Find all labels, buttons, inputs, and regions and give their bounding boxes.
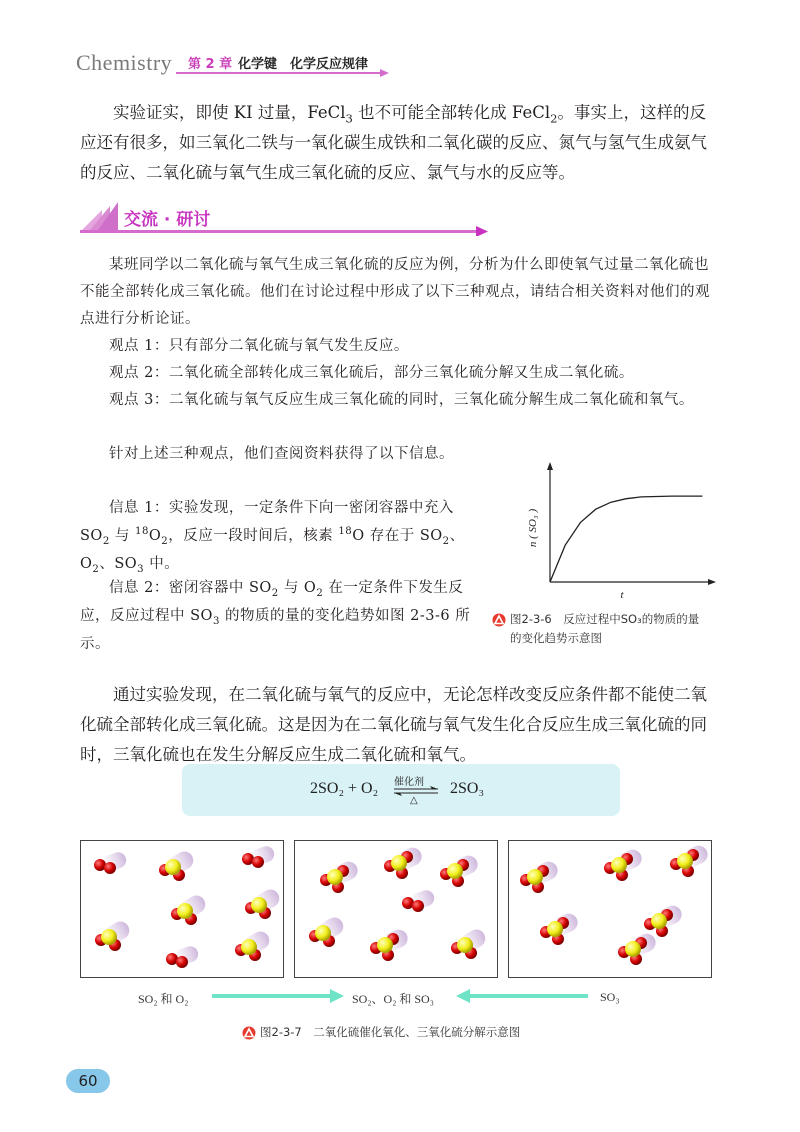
so2-molecule <box>159 848 197 881</box>
so3-molecule <box>384 845 425 879</box>
so3-molecule <box>644 903 685 937</box>
chapter-number: 第 2 章 <box>188 57 233 72</box>
so3-molecule <box>618 931 659 965</box>
page-number: 60 <box>66 1069 110 1093</box>
lead-sentence: 针对上述三种观点，他们查阅资料获得了以下信息。 <box>109 446 454 462</box>
panel-so3 <box>508 840 712 978</box>
viewpoint-1: 观点 1：只有部分二氧化硫与氧气发生反应。 <box>109 338 409 354</box>
figure-237-caption: 图2-3-7 二氧化硫催化氧化、三氧化硫分解示意图 <box>260 1025 521 1039</box>
so3-molecule <box>320 859 361 893</box>
so2-molecule <box>171 892 209 925</box>
x-axis-arrow <box>708 579 716 585</box>
o2-molecule <box>242 844 276 868</box>
so3-molecule <box>440 853 481 887</box>
so3-molecule <box>540 911 581 945</box>
equation-product: 2SO₃ <box>450 780 485 797</box>
viewpoint-2: 观点 2：二氧化硫全部转化成三氧化硫后，部分三氧化硫分解又生成二氧化硫。 <box>109 365 634 381</box>
figure-236-caption: 图2-3-6 反应过程中SO₃的物质的量 的变化趋势示意图 <box>510 612 700 645</box>
y-axis-arrow <box>547 462 553 470</box>
label-so3: SO₃ <box>600 990 620 1004</box>
figure-marker-icon <box>242 1026 256 1040</box>
section-title: 交流 · 研讨 <box>124 210 211 230</box>
chapter-title: 化学键 化学反应规律 <box>238 57 369 72</box>
so3-molecule <box>604 847 645 881</box>
header-underline <box>176 72 386 74</box>
so2-molecule <box>451 926 489 959</box>
so3-trend-chart <box>520 458 720 608</box>
header-line-end-icon <box>380 68 390 78</box>
backward-arrow-icon <box>454 988 590 1004</box>
viewpoint-3: 观点 3：二氧化硫与氧气反应生成三氧化硫的同时，三氧化硫分解生成二氧化硫和氧气。 <box>109 392 694 408</box>
so2-molecule <box>245 886 283 919</box>
so3-molecule <box>370 927 411 961</box>
y-axis-label: n ( SO₃ ) <box>527 508 539 548</box>
intro-paragraph: 实验证实，即使 KI 过量，FeCl$_3$ 也不可能全部转化成 FeCl$_2$。事实上，这样的反应还有很多，如三氧化二铁与一氧化碳生成铁和二氧化碳的反应、氮气与氢气生成氨气的反应、二氧化硫与氧气生成三氧化硫的反应、氯气与水的反应等。 <box>80 103 707 182</box>
equation-catalyst: 催化剂 <box>394 777 424 788</box>
o2-molecule <box>402 888 436 912</box>
panel-reactants <box>80 840 284 978</box>
discussion-intro: 某班同学以二氧化硫与氧气生成三氧化硫的反应为例，分析为什么即使氧气过量二氧化硫也不能全部转化成三氧化硫。他们在讨论过程中形成了以下三种观点，请结合相关资料对他们的观点进行分析论证。 <box>80 257 710 327</box>
forward-arrow-icon <box>210 988 346 1004</box>
o2-molecule <box>166 944 200 968</box>
figure-marker-icon <box>492 613 506 627</box>
info-1: 信息 1：实验发现，一定条件下向一密闭容器中充入 $SO_2$ 与 $^{18}O_2$，反应一段时间后，核素 $^{18}$O 存在于 $SO_2$、$O_2$、$SO_3$ 中。 <box>80 500 465 575</box>
x-axis-label: t <box>620 589 624 601</box>
o2-molecule <box>94 850 128 874</box>
equation-heat: △ <box>410 795 418 806</box>
so2-molecule <box>95 918 133 951</box>
equation-reactants: 2SO₂ + O₂ <box>310 780 379 797</box>
label-equilibrium: SO₂、O₂ 和 SO₃ <box>352 992 434 1006</box>
so3-molecule <box>670 843 711 877</box>
panel-equilibrium <box>294 840 498 978</box>
so2-molecule <box>235 928 273 961</box>
conclusion-paragraph: 通过实验发现，在二氧化硫与氧气的反应中，无论怎样改变反应条件都不能使二氧化硫全部转化成三氧化硫。这是因为在二氧化硫与氧气发生化合反应生成三氧化硫的同时，三氧化硫也在发生分解反应生成二氧化硫和氧气。 <box>80 685 707 764</box>
so3-series-line <box>550 496 702 582</box>
so3-molecule <box>520 859 561 893</box>
book-brand: Chemistry <box>76 50 173 75</box>
so2-molecule <box>309 914 347 947</box>
label-reactants: SO₂ 和 O₂ <box>138 992 189 1006</box>
info-2: 信息 2：密闭容器中 $SO_2$ 与 $O_2$ 在一定条件下发生反应，反应过程中 $SO_3$ 的物质的量的变化趋势如图 2-3-6 所示。 <box>80 580 471 652</box>
